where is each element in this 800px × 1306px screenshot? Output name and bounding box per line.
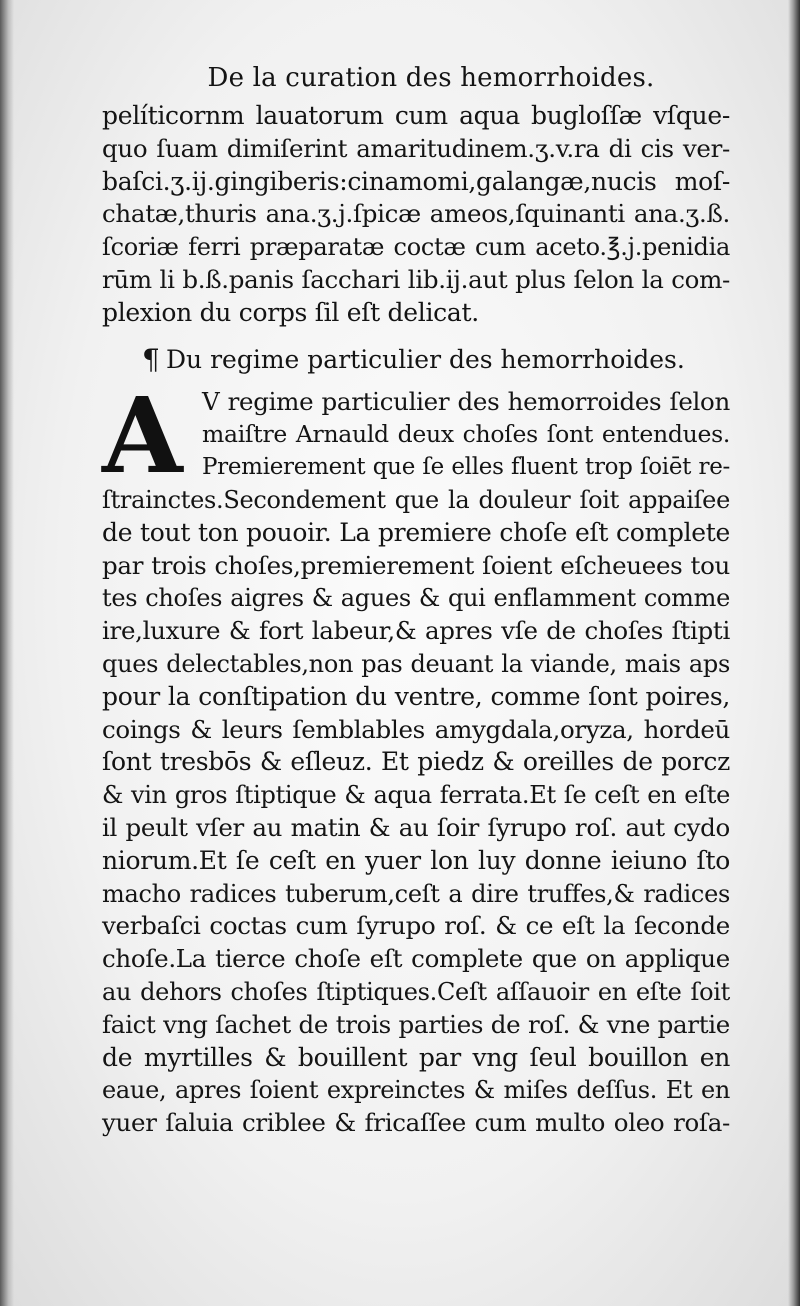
text-line: il peult vſer au matin & au ſoir ſyrupo roſ. aut cydo <box>102 812 730 842</box>
text-line: au dehors choſes ſtiptiques.Ceſt aſſauoir en eſte ſoit <box>102 977 730 1006</box>
text-line: ſtrainctes.Secondement que la douleur ſoit appaiſee <box>102 485 730 514</box>
text-line: par trois choſes,premierement ſoient eſcheuees tou <box>102 550 730 580</box>
text-line: de tout ton pouoir. La premiere choſe eſt complete <box>102 517 730 547</box>
page-left-edge-shadow <box>0 0 14 1306</box>
pilcrow-mark: ¶ <box>142 342 160 376</box>
text-line: faict vng ſachet de trois parties de roſ. & vne partie <box>102 1009 730 1039</box>
section-heading <box>102 340 730 380</box>
text-line: & vin gros ſtiptique & aqua ferrata.Et ſe ceſt en eſte <box>102 781 730 810</box>
text-line: yuer ſaluia criblee & fricaſſee cum multo oleo roſa- <box>102 1108 730 1138</box>
text-line: ſcoriæ ferri præparatæ coctæ cum aceto.℥.j.penidia <box>102 233 730 262</box>
paragraph-regime <box>102 373 730 1140</box>
text-line: eaue, apres ſoient expreinctes & miſes deſſus. Et en <box>102 1076 730 1105</box>
text-line: de myrtilles & bouillent par vng ſeul bouillon en <box>102 1042 730 1072</box>
text-line: macho radices tuberum,ceſt a dire truffes,& radices <box>102 879 730 908</box>
text-block <box>102 58 730 1140</box>
text-line: ques delectables,non pas deuant la viande, mais aps <box>102 649 730 678</box>
drop-cap: A <box>102 373 183 497</box>
section-heading-text: Du regime particulier des hemorrhoides. <box>166 344 685 374</box>
text-line: rūm li b.ß.panis ſacchari lib.ij.aut plus ſelon la com- <box>102 264 730 294</box>
text-line: Premierement que ſe elles fluent trop ſoiēt re- <box>202 454 730 481</box>
text-line: coings & leurs ſemblables amygdala,oryza, hordeū <box>102 714 730 744</box>
running-title: De la curation des hemorrhoides. <box>207 63 655 93</box>
text-line: ſont tresbōs & eſleuz. Et piedz & oreilles de porcz <box>102 747 730 777</box>
text-line: verbaſci coctas cum ſyrupo roſ. & ce eſt la ſeconde <box>102 911 730 941</box>
page-right-edge-shadow <box>788 0 800 1306</box>
text-line: tes choſes aigres & agues & qui enflamment comme <box>102 584 730 613</box>
text-line: ire,luxure & fort labeur,& apres vſe de choſes ſtipti <box>102 616 730 646</box>
text-line: quo ſuam dimiſerint amaritudinem.ʒ.v.ra di cis ver- <box>102 133 730 163</box>
text-line: niorum.Et ſe ceſt en yuer lon luy donne ieiuno ſto <box>102 845 730 875</box>
text-line: baſci.ʒ.ij.gingiberis:cinamomi,galangæ,nucis moſ- <box>102 166 730 196</box>
text-line: pour la conſtipation du ventre, comme ſont poires, <box>102 681 730 711</box>
text-line: chatæ,thuris ana.ʒ.j.ſpicæ ameos,ſquinanti ana.ʒ.ß. <box>102 199 730 229</box>
text-line: maiſtre Arnauld deux choſes ſont entendues. <box>202 420 730 449</box>
text-line: plexion du corps ſil eſt delicat. <box>102 297 479 327</box>
text-line: choſe.La tierce choſe eſt complete que on applique <box>102 944 730 974</box>
paragraph-recipe <box>102 100 730 330</box>
text-line: pelíticornm lauatorum cum aqua bugloſſæ vſque- <box>102 101 730 130</box>
text-line: V regime particulier des hemorroides ſelon <box>202 386 730 416</box>
